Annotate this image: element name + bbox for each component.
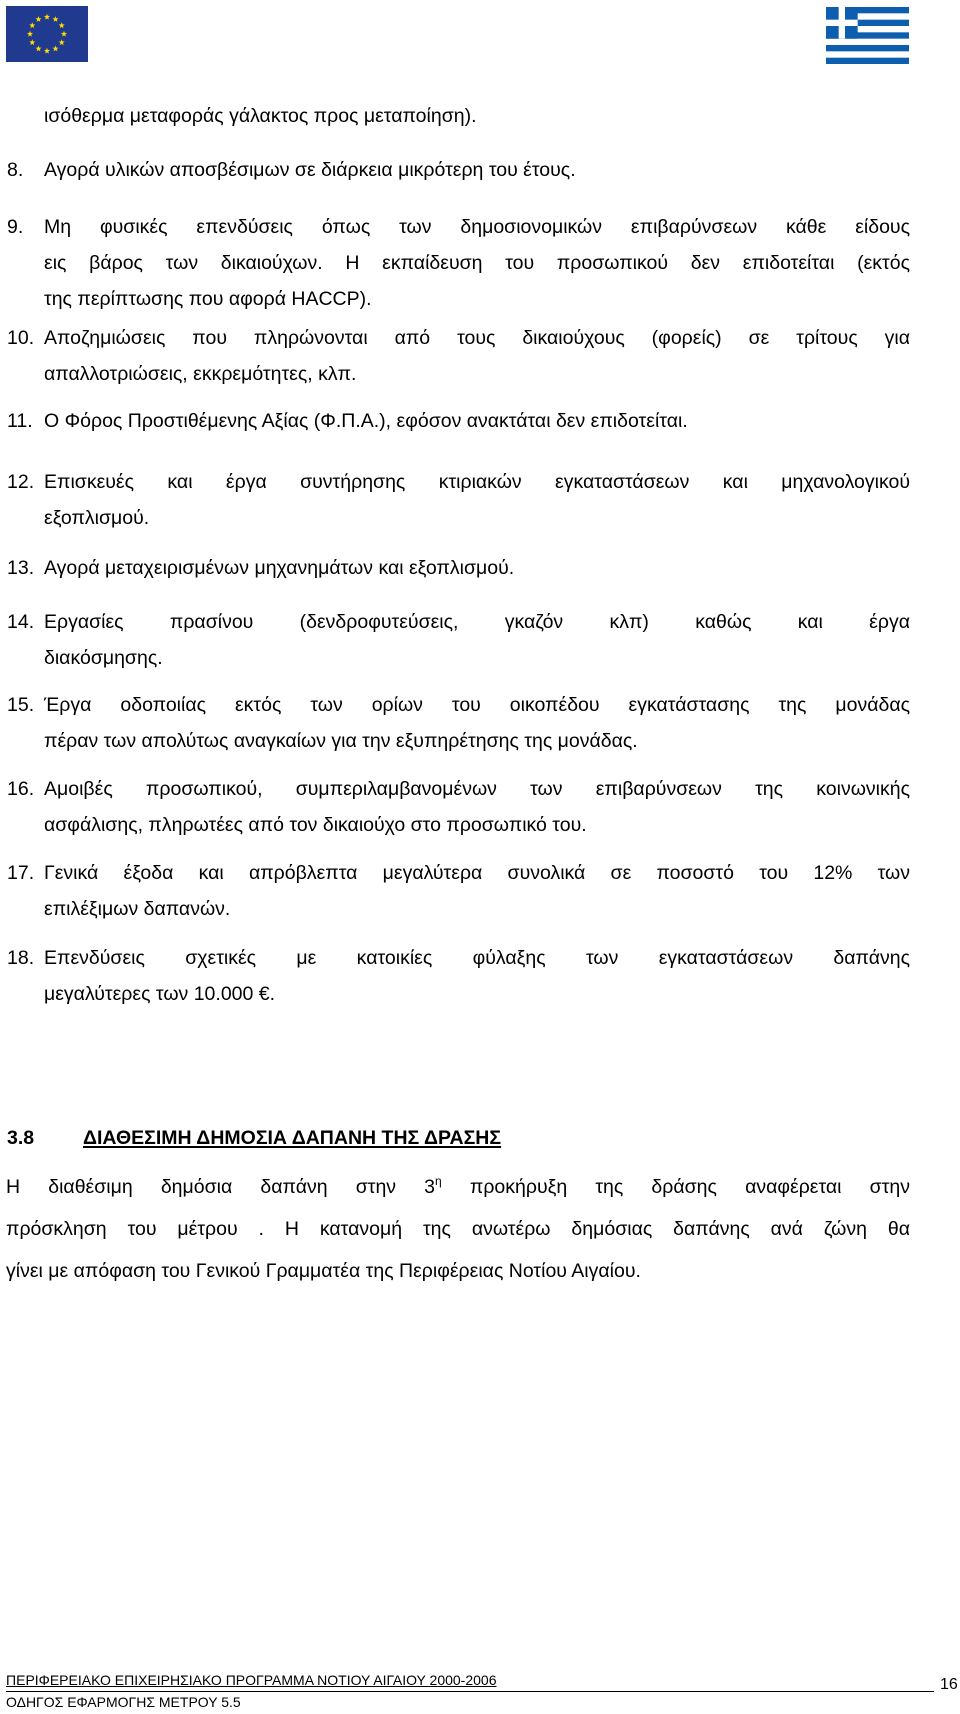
list-item-line: Αγορά υλικών αποσβέσιμων σε διάρκεια μικρότερη του έτους. [44, 159, 576, 181]
list-item-text [44, 320, 910, 392]
list-item-line: Αμοιβές προσωπικού, συμπεριλαμβανομένων των επιβαρύνσεων της κοινωνικής [44, 778, 910, 800]
list-item-text [44, 464, 910, 536]
section-number: 3.8 [7, 1127, 35, 1149]
list-item-line: επιλέξιμων δαπανών. [44, 898, 231, 920]
list-item-number: 10. [7, 327, 35, 349]
list-item-text [44, 550, 910, 586]
paragraph-line-1-end: προκήρυξη της δράσης αναφέρεται στην [441, 1176, 910, 1198]
list-item-text [44, 771, 910, 843]
list-item-line: εξοπλισμού. [44, 507, 150, 529]
list-item-number: 12. [7, 471, 35, 493]
list-item-text [44, 604, 910, 676]
list-item-line: Ο Φόρος Προστιθέμενης Αξίας (Φ.Π.Α.), εφόσον ανακτάται δεν επιδοτείται. [44, 410, 688, 432]
ordinal-superscript: η [435, 1174, 442, 1188]
list-item-number: 14. [7, 611, 35, 633]
list-item-number: 13. [7, 557, 35, 579]
paragraph-line-1-start: Η διαθέσιμη δημόσια δαπάνη στην 3 [6, 1176, 436, 1198]
paragraph-line-3: γίνει με απόφαση του Γενικού Γραμματέα της Περιφέρειας Νοτίου Αιγαίου. [6, 1260, 641, 1282]
list-item-line: Επενδύσεις σχετικές με κατοικίες φύλαξης των εγκαταστάσεων δαπάνης [44, 947, 910, 969]
list-item-line: Αποζημιώσεις που πληρώνονται από τους δικαιούχους (φορείς) σε τρίτους για [44, 327, 910, 349]
list-item-number: 18. [7, 947, 35, 969]
list-item-line: Εργασίες πρασίνου (δενδροφυτεύσεις, γκαζόν κλπ) καθώς και έργα [44, 611, 910, 633]
list-item-text [44, 855, 910, 927]
list-item-line: πέραν των απολύτως αναγκαίων για την εξυπηρέτησης της μονάδας. [44, 730, 638, 752]
list-item-text [44, 940, 910, 1012]
list-item-line: απαλλοτριώσεις, εκκρεμότητες, κλπ. [44, 363, 357, 385]
list-item-line: διακόσμησης. [44, 647, 163, 669]
list-item-number: 11. [7, 410, 33, 432]
eu-flag-icon [6, 6, 88, 62]
paragraph-line-2: πρόσκληση του μέτρου . Η κατανομή της ανωτέρω δημόσιας δαπάνης ανά ζώνη θα [6, 1218, 910, 1240]
list-item-text [44, 152, 910, 188]
list-item-line: Επισκευές και έργα συντήρησης κτιριακών εγκαταστάσεων και μηχανολογικού [44, 471, 910, 493]
list-item-number: 9. [7, 216, 24, 238]
list-item-number: 16. [7, 778, 35, 800]
section-paragraph [6, 1166, 910, 1292]
list-item-line: Αγορά μεταχειρισμένων μηχανημάτων και εξοπλισμού. [44, 557, 515, 579]
list-item-line: ασφάλισης, πληρωτέες από τον δικαιούχο στο προσωπικό του. [44, 814, 587, 836]
list-item-text [44, 209, 910, 317]
page-number: 16 [940, 1676, 958, 1693]
footer-program-title: ΠΕΡΙΦΕΡΕΙΑΚΟ ΕΠΙΧΕΙΡΗΣΙΑΚΟ ΠΡΟΓΡΑΜΜΑ ΝΟΤΙΟΥ ΑΙΓΑΙΟΥ 2000-2006 [6, 1672, 497, 1688]
list-item-number: 15. [7, 694, 35, 716]
list-item-number: 8. [7, 159, 24, 181]
list-item-line: Μη φυσικές επενδύσεις όπως των δημοσιονομικών επιβαρύνσεων κάθε είδους [44, 216, 910, 238]
list-item-text [44, 403, 910, 439]
list-item-line: Έργα οδοποιίας εκτός των ορίων του οικοπέδου εγκατάστασης της μονάδας [44, 694, 910, 716]
footer-guide-title: ΟΔΗΓΟΣ ΕΦΑΡΜΟΓΗΣ ΜΕΤΡΟΥ 5.5 [6, 1694, 241, 1710]
list-item-line: εις βάρος των δικαιούχων. Η εκπαίδευση του προσωπικού δεν επιδοτείται (εκτός [44, 252, 910, 274]
paragraph-line-1 [6, 1166, 910, 1208]
list-item-line: Γενικά έξοδα και απρόβλεπτα μεγαλύτερα συνολικά σε ποσοστό του 12% των [44, 862, 910, 884]
continuation-text: ισόθερμα μεταφοράς γάλακτος προς μεταποίηση). [44, 105, 477, 127]
list-item-text [44, 687, 910, 759]
page-footer [6, 1672, 958, 1714]
list-item-line: της περίπτωσης που αφορά HACCP). [44, 288, 372, 310]
footer-divider [6, 1691, 934, 1692]
list-item-number: 17. [7, 862, 35, 884]
greece-flag-icon [826, 7, 909, 64]
section-title-text: ΔΙΑΘΕΣΙΜΗ ΔΗΜΟΣΙΑ ΔΑΠΑΝΗ ΤΗΣ ΔΡΑΣΗΣ [83, 1127, 502, 1149]
section-title [83, 1124, 501, 1152]
list-item-line: μεγαλύτερες των 10.000 €. [44, 983, 276, 1005]
